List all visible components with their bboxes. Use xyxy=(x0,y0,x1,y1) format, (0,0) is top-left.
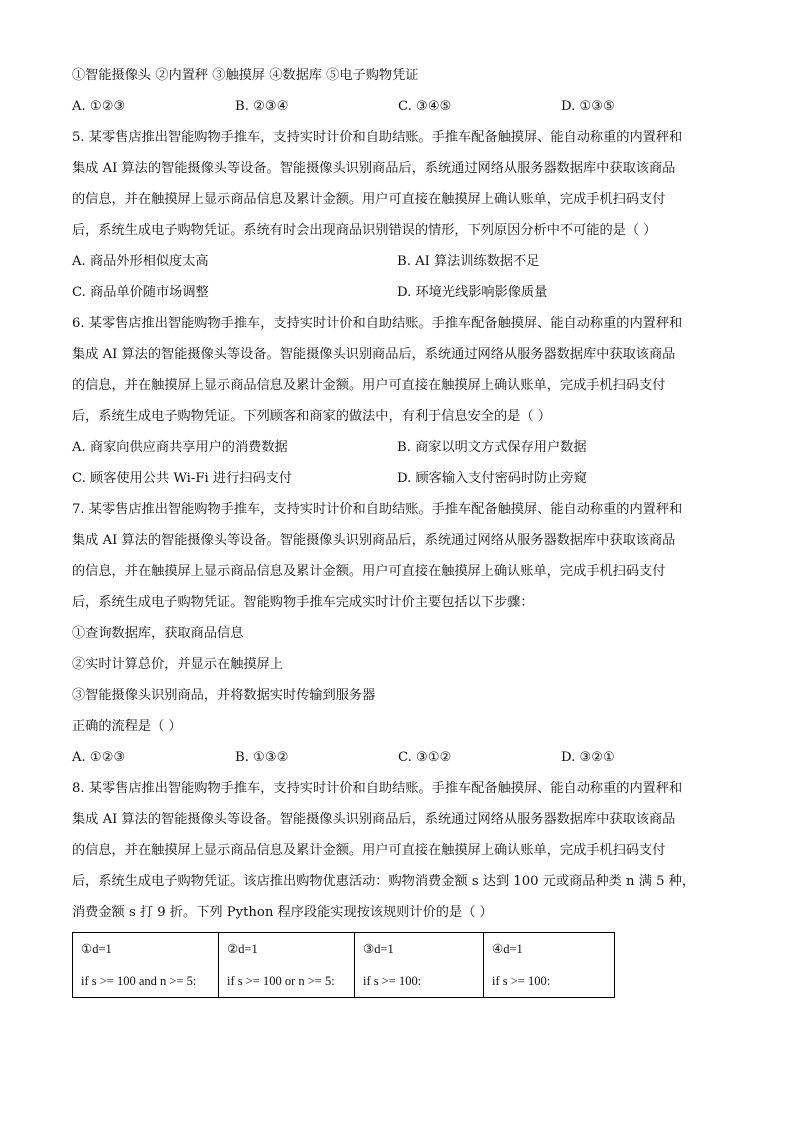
q7-prompt: 正确的流程是（ ） xyxy=(72,719,182,734)
q7-stem-line: 集成 AI 算法的智能摄像头等设备。智能摄像头识别商品后，系统通过网络从服务器数据库中获取该商品 xyxy=(72,533,676,548)
q6-option-b: B. 商家以明文方式保存用户数据 xyxy=(397,440,587,455)
code-line: if s >= 100: xyxy=(363,974,422,988)
q8-code-cell-2 xyxy=(219,933,355,998)
q5-stem-line: 的信息，并在触摸屏上显示商品信息及累计金额。用户可直接在触摸屏上确认账单，完成手机扫码支付 xyxy=(72,192,666,207)
code-line: ②d=1 xyxy=(227,942,258,956)
code-line: ①d=1 xyxy=(81,942,112,956)
q7-options xyxy=(72,742,732,773)
code-line: ③d=1 xyxy=(363,942,394,956)
q7-step-1: ①查询数据库，获取商品信息 xyxy=(72,626,244,641)
q4-option-d: D. ①③⑤ xyxy=(561,99,615,114)
q6-stem-line: 6. 某零售店推出智能购物手推车，支持实时计价和自助结账。手推车配备触摸屏、能自动称重的内置秤和 xyxy=(72,316,683,331)
q4-option-a: A. ①②③ xyxy=(72,99,126,114)
q7-stem-line: 后，系统生成电子购物凭证。智能购物手推车完成实时计价主要包括以下步骤： xyxy=(72,595,534,610)
q7-stem-line: 7. 某零售店推出智能购物手推车，支持实时计价和自助结账。手推车配备触摸屏、能自动称重的内置秤和 xyxy=(72,502,683,517)
q5-options-row-1 xyxy=(72,246,732,277)
q7-option-b: B. ①③② xyxy=(235,750,289,765)
q6-option-d: D. 顾客输入支付密码时防止旁窥 xyxy=(397,471,587,486)
q6-options-row-2 xyxy=(72,463,732,494)
q4-options xyxy=(72,91,732,122)
q8-code-cell-3 xyxy=(355,933,484,998)
q7-option-c: C. ③①② xyxy=(398,750,452,765)
q8-code-row xyxy=(73,933,615,998)
q8-code-cell-4 xyxy=(484,933,615,998)
q6-stem-line: 后，系统生成电子购物凭证。下列顾客和商家的做法中，有利于信息安全的是（ ） xyxy=(72,409,551,424)
code-line: if s >= 100: xyxy=(492,974,551,988)
q5-option-a: A. 商品外形相似度太高 xyxy=(72,254,209,269)
q4-option-c: C. ③④⑤ xyxy=(398,99,452,114)
q5-stem-line: 集成 AI 算法的智能摄像头等设备。智能摄像头识别商品后，系统通过网络从服务器数据库中获取该商品 xyxy=(72,161,676,176)
q5-option-b: B. AI 算法训练数据不足 xyxy=(397,254,540,269)
q6-stem-line: 集成 AI 算法的智能摄像头等设备。智能摄像头识别商品后，系统通过网络从服务器数据库中获取该商品 xyxy=(72,347,676,362)
q5-stem-line: 5. 某零售店推出智能购物手推车，支持实时计价和自助结账。手推车配备触摸屏、能自动称重的内置秤和 xyxy=(72,130,683,145)
q8-stem-line: 集成 AI 算法的智能摄像头等设备。智能摄像头识别商品后，系统通过网络从服务器数据库中获取该商品 xyxy=(72,812,676,827)
q7-step-3: ③智能摄像头识别商品，并将数据实时传输到服务器 xyxy=(72,688,376,703)
code-line: if s >= 100 or n >= 5: xyxy=(227,974,335,988)
q8-code-table xyxy=(72,932,615,998)
code-line: if s >= 100 and n >= 5: xyxy=(81,974,197,988)
q8-stem-line: 8. 某零售店推出智能购物手推车，支持实时计价和自助结账。手推车配备触摸屏、能自动称重的内置秤和 xyxy=(72,781,683,796)
q6-option-c: C. 顾客使用公共 Wi-Fi 进行扫码支付 xyxy=(72,471,293,486)
q6-stem xyxy=(72,308,732,432)
exam-page xyxy=(72,60,732,998)
q8-stem-line: 的信息，并在触摸屏上显示商品信息及累计金额。用户可直接在触摸屏上确认账单，完成手机扫码支付 xyxy=(72,843,666,858)
q8-stem-line: 消费金额 s 打 9 折。下列 Python 程序段能实现按该规则计价的是（ ） xyxy=(72,905,493,920)
q5-stem xyxy=(72,122,732,246)
q5-option-d: D. 环境光线影响影像质量 xyxy=(397,285,548,300)
q7-option-a: A. ①②③ xyxy=(72,750,126,765)
q4-items-line: ①智能摄像头 ②内置秤 ③触摸屏 ④数据库 ⑤电子购物凭证 xyxy=(72,68,419,83)
code-line: ④d=1 xyxy=(492,942,523,956)
q7-stem xyxy=(72,494,732,618)
q5-stem-line: 后，系统生成电子购物凭证。系统有时会出现商品识别错误的情形，下列原因分析中不可能的是（ ） xyxy=(72,223,657,238)
q4-option-b: B. ②③④ xyxy=(235,99,289,114)
q7-stem-line: 的信息，并在触摸屏上显示商品信息及累计金额。用户可直接在触摸屏上确认账单，完成手机扫码支付 xyxy=(72,564,666,579)
q6-option-a: A. 商家向供应商共享用户的消费数据 xyxy=(72,440,288,455)
q7-step-2: ②实时计算总价，并显示在触摸屏上 xyxy=(72,657,283,672)
q8-stem xyxy=(72,773,732,928)
q6-stem-line: 的信息，并在触摸屏上显示商品信息及累计金额。用户可直接在触摸屏上确认账单，完成手机扫码支付 xyxy=(72,378,666,393)
q8-code-cell-1 xyxy=(73,933,219,998)
q5-options-row-2 xyxy=(72,277,732,308)
q5-option-c: C. 商品单价随市场调整 xyxy=(72,285,209,300)
q6-options-row-1 xyxy=(72,432,732,463)
q7-option-d: D. ③②① xyxy=(561,750,615,765)
q8-stem-line: 后，系统生成电子购物凭证。该店推出购物优惠活动：购物消费金额 s 达到 100 元或商品种类 n 满 5 种， xyxy=(72,874,696,889)
